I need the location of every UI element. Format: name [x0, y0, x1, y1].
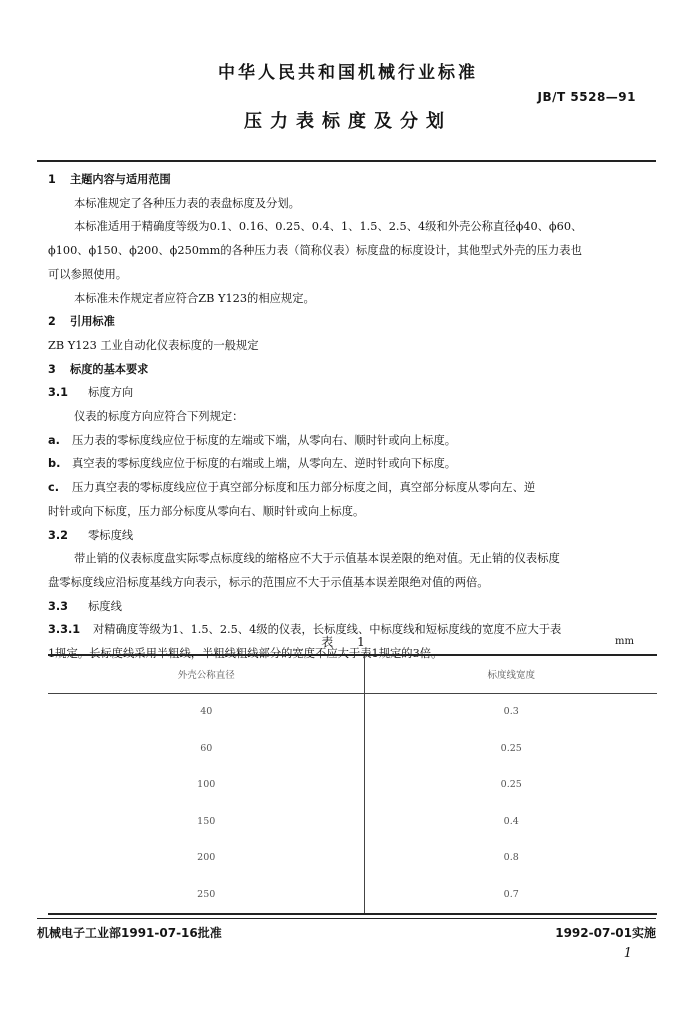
header-rule — [37, 160, 656, 162]
paragraph-continued: 1规定。长标度线采用半粗线，半粗线粗线部分的宽度不应大于表1规定的3倍。 — [48, 647, 443, 661]
table-unit: mm — [615, 636, 634, 647]
table-cell: 250 — [48, 876, 365, 914]
subsection-heading-3-1: 3.1 标度方向 — [48, 386, 134, 400]
paragraph: 本标准未作规定者应符合ZB Y123的相应规定。 — [74, 291, 315, 305]
table-caption: 表 1 — [321, 635, 375, 649]
table-header-row — [48, 655, 657, 693]
table-cell: 0.3 — [503, 706, 519, 718]
table-row — [48, 730, 657, 767]
approval-date: 机械电子工业部1991-07-16批准 — [37, 926, 222, 940]
standard-title: 中华人民共和国机械行业标准 — [218, 63, 478, 83]
table-row — [48, 803, 657, 840]
list-item-b: b. 真空表的零标度线应位于标度的右端或上端，从零向左、逆时针或向下标度。 — [48, 457, 457, 471]
paragraph: 本标准规定了各种压力表的表盘标度及分划。 — [74, 196, 300, 210]
footer-rule — [37, 918, 656, 919]
table-cell: 0.25 — [500, 742, 522, 754]
column-header-diameter: 外壳公称直径 — [48, 655, 365, 693]
table-cell: 0.25 — [500, 779, 522, 791]
table-row — [48, 840, 657, 877]
paragraph-continued: 盘零标度线应沿标度基线方向表示，标示的范围应不大于示值基本误差限绝对值的两倍。 — [48, 575, 489, 589]
paragraph-continued: ϕ100、ϕ150、ϕ200、ϕ250mm的各种压力表（简称仪表）标度盘的标度设计，其他型式外壳的压力表也 — [48, 244, 582, 258]
list-item-a: a. 压力表的零标度线应位于标度的左端或下端，从零向右、顺时针或向上标度。 — [48, 433, 457, 447]
effective-date: 1992-07-01实施 — [555, 926, 656, 940]
table-row — [48, 693, 657, 730]
table-cell: 0.4 — [503, 815, 519, 827]
section-heading-1: 1 主题内容与适用范围 — [48, 173, 171, 186]
table-cell: 0.7 — [503, 888, 519, 900]
table-cell: 0.8 — [503, 852, 519, 864]
table-cell: 60 — [48, 730, 365, 767]
paragraph: 仪表的标度方向应符合下列规定： — [74, 410, 244, 424]
document-body — [48, 168, 658, 666]
table-row — [48, 767, 657, 804]
paragraph: 带止销的仪表标度盘实际零点标度线的缩格应不大于示值基本误差限的绝对值。无止销的仪表标度 — [74, 552, 560, 566]
table-cell: 200 — [48, 840, 365, 877]
table-cell: 150 — [48, 803, 365, 840]
page-number: 1 — [623, 946, 632, 961]
referenced-standard: ZB Y123 工业自动化仪表标度的一般规定 — [48, 338, 259, 352]
list-item-c: c. 压力真空表的零标度线应位于真空部分标度和压力部分标度之间，真空部分标度从零向左、逆 — [48, 481, 536, 495]
paragraph: 本标准适用于精确度等级为0.1、0.16、0.25、0.4、1、1.5、2.5、4级和外壳公称直径ϕ40、ϕ60、 — [74, 220, 583, 234]
table-cell: 40 — [48, 693, 365, 730]
subsection-heading-3-3: 3.3 标度线 — [48, 599, 122, 613]
document-title: 压力表标度及分划 — [244, 111, 452, 132]
paragraph-continued: 可以参照使用。 — [48, 267, 128, 281]
section-heading-3: 3 标度的基本要求 — [48, 362, 149, 376]
table-row — [48, 876, 657, 914]
section-heading-2: 2 引用标准 — [48, 315, 115, 329]
column-header-line-width: 标度线宽度 — [487, 670, 535, 682]
table-cell: 100 — [48, 767, 365, 804]
list-item-c-continued: 时针或向下标度，压力部分标度从零向右、顺时针或向上标度。 — [48, 504, 365, 518]
standard-number: JB/T 5528—91 — [537, 90, 636, 104]
scale-line-width-table — [48, 654, 657, 915]
clause-3-3-1: 3.3.1 对精确度等级为1、1.5、2.5、4级的仪表，长标度线、中标度线和短标度线的宽度不应大于表 — [48, 623, 562, 637]
subsection-heading-3-2: 3.2 零标度线 — [48, 528, 134, 542]
